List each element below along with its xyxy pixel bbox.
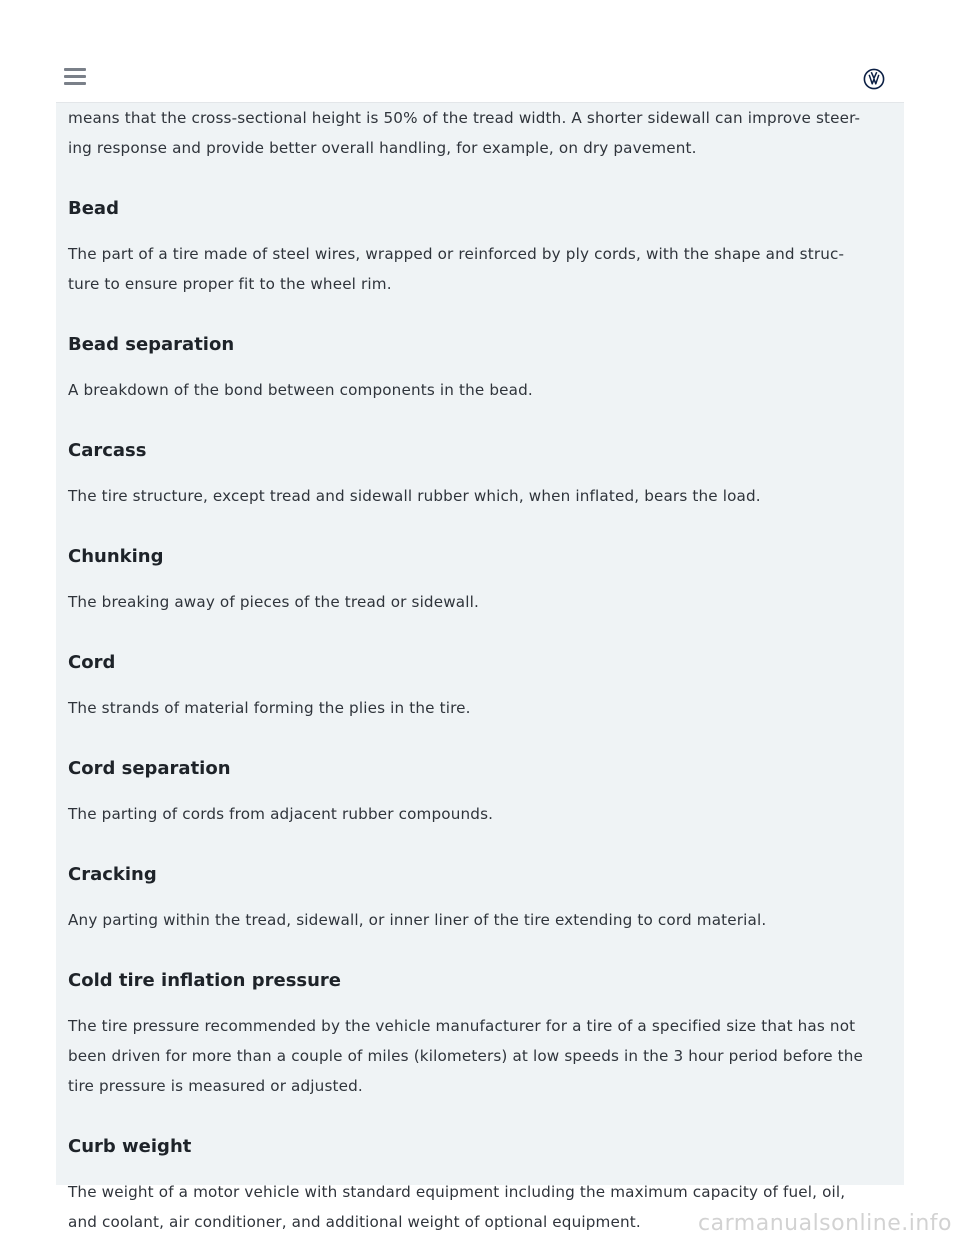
term-heading-cord: Cord (68, 652, 116, 673)
definition-line: tire pressure is measured or adjusted. (68, 1077, 363, 1095)
definition-line: A breakdown of the bond between components in the bead. (68, 381, 533, 399)
term-heading-carcass: Carcass (68, 440, 147, 461)
definition-line: Any parting within the tread, sidewall, or inner liner of the tire extending to cord material. (68, 911, 767, 929)
term-heading-cord-separation: Cord separation (68, 758, 231, 779)
definition-line: The tire structure, except tread and sidewall rubber which, when inflated, bears the load. (68, 487, 761, 505)
term-definition-cord-separation (68, 799, 892, 829)
intro-paragraph (68, 103, 892, 163)
intro-line: means that the cross-sectional height is 50% of the tread width. A shorter sidewall can improve steer- (68, 109, 861, 127)
term-definition-bead-separation (68, 375, 892, 405)
term-heading-bead-separation: Bead separation (68, 334, 235, 355)
term-definition-carcass (68, 481, 892, 511)
menu-button[interactable] (64, 68, 88, 88)
definition-line: The breaking away of pieces of the tread or sidewall. (68, 593, 479, 611)
hamburger-menu-icon-bar (64, 75, 86, 78)
term-heading-chunking: Chunking (68, 546, 164, 567)
intro-line: ing response and provide better overall handling, for example, on dry pavement. (68, 139, 697, 157)
top-bar (56, 52, 904, 103)
term-heading-cracking: Cracking (68, 864, 157, 885)
definition-line: The part of a tire made of steel wires, wrapped or reinforced by ply cords, with the shape and struc- (68, 245, 845, 263)
definition-line: The tire pressure recommended by the vehicle manufacturer for a tire of a specified size that has not (68, 1017, 856, 1035)
definition-line: The strands of material forming the plies in the tire. (68, 699, 471, 717)
term-definition-bead (68, 239, 892, 299)
term-heading-bead: Bead (68, 198, 119, 219)
term-heading-curb-weight: Curb weight (68, 1136, 192, 1157)
term-definition-cold-tire-inflation-pressure (68, 1011, 892, 1101)
hamburger-menu-icon-bar (64, 82, 86, 85)
term-definition-cracking (68, 905, 892, 935)
term-heading-cold-tire-inflation-pressure: Cold tire inflation pressure (68, 970, 342, 991)
definition-line: The weight of a motor vehicle with standard equipment including the maximum capacity of fuel, oil, (68, 1183, 846, 1201)
hamburger-menu-icon (64, 68, 86, 71)
vw-logo-icon[interactable] (863, 68, 885, 90)
definition-line: ture to ensure proper fit to the wheel rim. (68, 275, 392, 293)
term-definition-chunking (68, 587, 892, 617)
definition-line: and coolant, air conditioner, and additional weight of optional equipment. (68, 1213, 641, 1231)
definition-line: been driven for more than a couple of miles (kilometers) at low speeds in the 3 hour period before the (68, 1047, 864, 1065)
definition-line: The parting of cords from adjacent rubber compounds. (68, 805, 494, 823)
watermark: carmanualsonline.info (698, 1211, 952, 1236)
term-definition-cord (68, 693, 892, 723)
